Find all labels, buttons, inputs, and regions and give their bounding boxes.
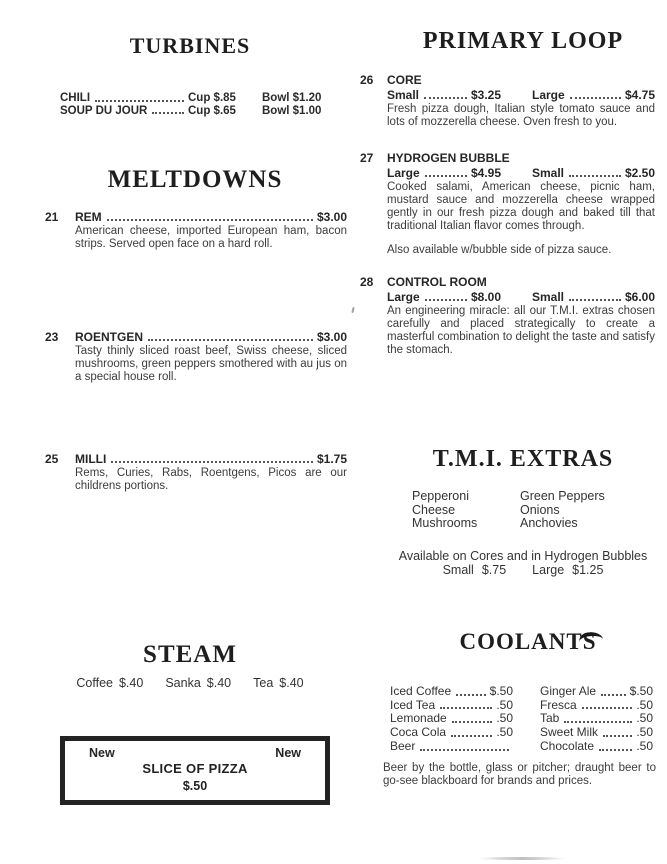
item-cup-price: Cup $.85	[188, 92, 236, 104]
size-price: $.75	[481, 563, 507, 577]
item-price: $.40	[118, 676, 144, 690]
item-name: CONTROL ROOM	[387, 275, 487, 289]
toppings-column-1	[412, 490, 520, 531]
menu-row-soup-du-jour	[60, 105, 328, 118]
item-price: $.40	[206, 676, 232, 690]
topping: Pepperoni	[412, 489, 469, 503]
item-header	[45, 453, 347, 466]
item-name: HYDROGEN BUBBLE	[387, 151, 510, 165]
item-price: $.50	[489, 684, 513, 698]
menu-row-chili	[60, 92, 328, 105]
dot-leader	[424, 89, 467, 99]
item-price: $3.00	[316, 330, 347, 344]
menu-row	[390, 699, 513, 713]
menu-row	[390, 726, 513, 740]
topping: Onions	[520, 502, 560, 517]
scan-artifact	[351, 307, 354, 313]
item-name: SLICE OF PIZZA	[142, 761, 248, 776]
dot-leader	[95, 92, 184, 102]
item-price: $.50	[182, 779, 208, 793]
size-price: $6.00	[624, 290, 655, 304]
item-name: CHILI	[60, 92, 91, 104]
item-note: Also available w/bubble side of pizza sauce.	[387, 244, 612, 256]
item-number: 27	[360, 151, 374, 165]
menu-item-control-room	[360, 276, 656, 357]
item-price: .50	[496, 697, 513, 712]
dot-leader	[582, 699, 633, 710]
item-description: An engineering miracle: all our T.M.I. extras chosen carefully and placed strategically to create a masterful combination to delight the taste and satisfy the stomach.	[387, 305, 655, 356]
item-name: Sweet Milk	[540, 725, 599, 740]
scan-artifact	[478, 857, 566, 860]
item-price: .50	[636, 711, 653, 726]
size-price: $4.75	[624, 88, 655, 102]
item-name: Iced Coffee	[390, 684, 452, 698]
item-sizes	[387, 167, 656, 180]
size-price-pair	[532, 167, 655, 180]
size-price-pair	[387, 89, 501, 102]
item-description: Cooked salami, American cheese, picnic ham, mustard sauce and mozzerella cheese wrapped gently in our fresh pizza dough and baked till that traditional Italian flavor comes through.	[387, 181, 655, 232]
item-cup-price: Cup $.65	[188, 104, 236, 117]
menu-item-core	[360, 74, 656, 129]
item-price: .50	[636, 738, 653, 753]
item-name: REM	[75, 210, 102, 224]
size-label: Small	[442, 563, 474, 577]
coolants-list	[390, 685, 653, 754]
item-price: .50	[636, 725, 653, 740]
dot-leader	[440, 699, 492, 710]
item-name: CORE	[387, 73, 422, 87]
menu-item-roentgen	[45, 331, 347, 384]
new-badge-left: New	[89, 746, 115, 760]
item-header	[45, 211, 347, 224]
topping: Cheese	[412, 502, 456, 517]
dot-leader	[452, 712, 493, 723]
item-name: Lemonade	[390, 711, 447, 726]
item-price: .50	[636, 697, 653, 712]
topping: Anchovies	[520, 516, 578, 530]
item-number: 28	[360, 275, 374, 289]
section-title-primary-loop: PRIMARY LOOP	[422, 28, 624, 54]
size-price-pair	[532, 563, 603, 577]
dot-leader	[603, 726, 632, 737]
menu-item-hydrogen-bubble	[360, 152, 656, 256]
section-title-meltdowns: MELTDOWNS	[107, 166, 283, 193]
dot-leader	[570, 89, 621, 99]
size-price: $1.25	[572, 563, 604, 577]
size-price-pair	[387, 291, 501, 304]
dot-leader	[451, 726, 492, 737]
item-description: Tasty thinly sliced roast beef, Swiss cheese, sliced mushrooms, green peppers smothered with au jus on a special house roll.	[75, 345, 347, 383]
item-description: Fresh pizza dough, Italian style tomato sauce and lots of mozzerella cheese. Oven fresh to you.	[387, 103, 655, 128]
coolants-column-2	[540, 685, 653, 754]
item-description: Rems, Curies, Rabs, Roentgens, Picos are our childrens portions.	[75, 467, 347, 492]
coolants-column-1	[390, 685, 513, 754]
item-price: .50	[496, 725, 513, 740]
item-name: Iced Tea	[390, 697, 436, 712]
menu-row	[390, 712, 513, 726]
extras-pricing-row	[378, 563, 667, 577]
item-bowl-price: Bowl $1.20	[262, 92, 322, 104]
size-price: $4.95	[470, 166, 501, 180]
item-number: 26	[360, 73, 374, 87]
beer-note: Beer by the bottle, glass or pitcher; draught beer to go-see blackboard for brands and prices.	[383, 762, 656, 787]
size-label: Small	[532, 166, 565, 180]
dot-leader	[111, 453, 313, 463]
toppings-list	[412, 490, 605, 531]
item-price: $3.00	[316, 210, 347, 224]
item-description: American cheese, imported European ham, bacon strips. Served open face on a hard roll.	[75, 225, 347, 250]
dot-leader	[420, 740, 509, 751]
item-name: Fresca	[540, 697, 577, 712]
menu-row-tea	[253, 676, 304, 690]
item-name: Tea	[253, 676, 274, 690]
item-name: ROENTGEN	[75, 330, 144, 344]
item-name: MILLI	[75, 452, 107, 466]
size-price-pair	[387, 167, 501, 180]
item-name: Coca Cola	[390, 725, 447, 740]
dot-leader	[152, 105, 184, 115]
menu-row	[540, 740, 653, 754]
size-price: $2.50	[624, 166, 655, 180]
steam-item-list	[40, 676, 340, 690]
menu-row	[540, 699, 653, 713]
dot-leader	[569, 291, 621, 301]
menu-row	[540, 726, 653, 740]
item-price: .50	[496, 711, 513, 726]
size-label: Small	[532, 290, 565, 304]
item-number: 21	[45, 210, 59, 224]
item-name: Ginger Ale	[540, 684, 597, 698]
dot-leader	[601, 685, 626, 696]
extras-availability-note: Available on Cores and in Hydrogen Bubbles	[398, 549, 648, 563]
size-price: $3.25	[470, 88, 501, 102]
dot-leader	[107, 211, 313, 221]
new-badge-right: New	[275, 746, 301, 760]
dot-leader	[148, 331, 313, 341]
turbines-item-list	[60, 92, 328, 117]
new-badges-row	[65, 741, 325, 760]
section-title-turbines: TURBINES	[129, 33, 251, 58]
menu-row	[390, 685, 513, 699]
item-name: Coffee	[76, 676, 113, 690]
item-number: 23	[45, 330, 59, 344]
item-price: $.50	[629, 684, 653, 698]
size-price-pair	[532, 291, 655, 304]
size-label: Large	[387, 166, 420, 180]
item-name: SOUP DU JOUR	[60, 104, 148, 117]
menu-row	[540, 685, 653, 699]
topping: Mushrooms	[412, 516, 478, 530]
dot-leader	[569, 167, 621, 177]
menu-row-sanka	[165, 676, 231, 690]
item-price: $.40	[279, 676, 304, 690]
size-label: Large	[532, 563, 565, 577]
dot-leader	[425, 167, 467, 177]
menu-item-milli	[45, 453, 347, 493]
item-name: Sanka	[165, 676, 201, 690]
section-title-coolants: COOLANTS	[459, 629, 597, 654]
section-title-steam: STEAM	[143, 641, 237, 668]
menu-row	[390, 740, 513, 754]
menu-row-coffee	[76, 676, 143, 690]
item-header	[45, 331, 347, 344]
dot-leader	[456, 685, 485, 696]
item-number: 25	[45, 452, 59, 466]
dot-leader	[599, 740, 632, 751]
item-name: Chocolate	[540, 738, 595, 753]
menu-row	[540, 712, 653, 726]
item-header	[360, 152, 656, 165]
size-label: Large	[532, 88, 565, 102]
slice-of-pizza-box	[60, 736, 330, 805]
size-price-pair	[443, 563, 507, 577]
toppings-column-2	[520, 490, 605, 531]
item-sizes	[387, 89, 656, 102]
size-price: $8.00	[470, 290, 501, 304]
topping: Green Peppers	[520, 489, 605, 503]
size-label: Large	[387, 290, 420, 304]
item-name: Beer	[390, 738, 416, 753]
item-bowl-price: Bowl $1.00	[262, 104, 322, 117]
size-label: Small	[387, 88, 420, 102]
item-price: $1.75	[316, 452, 347, 466]
size-price-pair	[532, 89, 655, 102]
menu-item-rem	[45, 211, 347, 251]
item-name: Tab	[540, 711, 560, 726]
dot-leader	[425, 291, 467, 301]
item-header	[360, 74, 656, 87]
section-title-tmi-extras: T.M.I. EXTRAS	[432, 446, 614, 472]
dot-leader	[564, 712, 632, 723]
item-header	[360, 276, 656, 289]
item-sizes	[387, 291, 656, 304]
